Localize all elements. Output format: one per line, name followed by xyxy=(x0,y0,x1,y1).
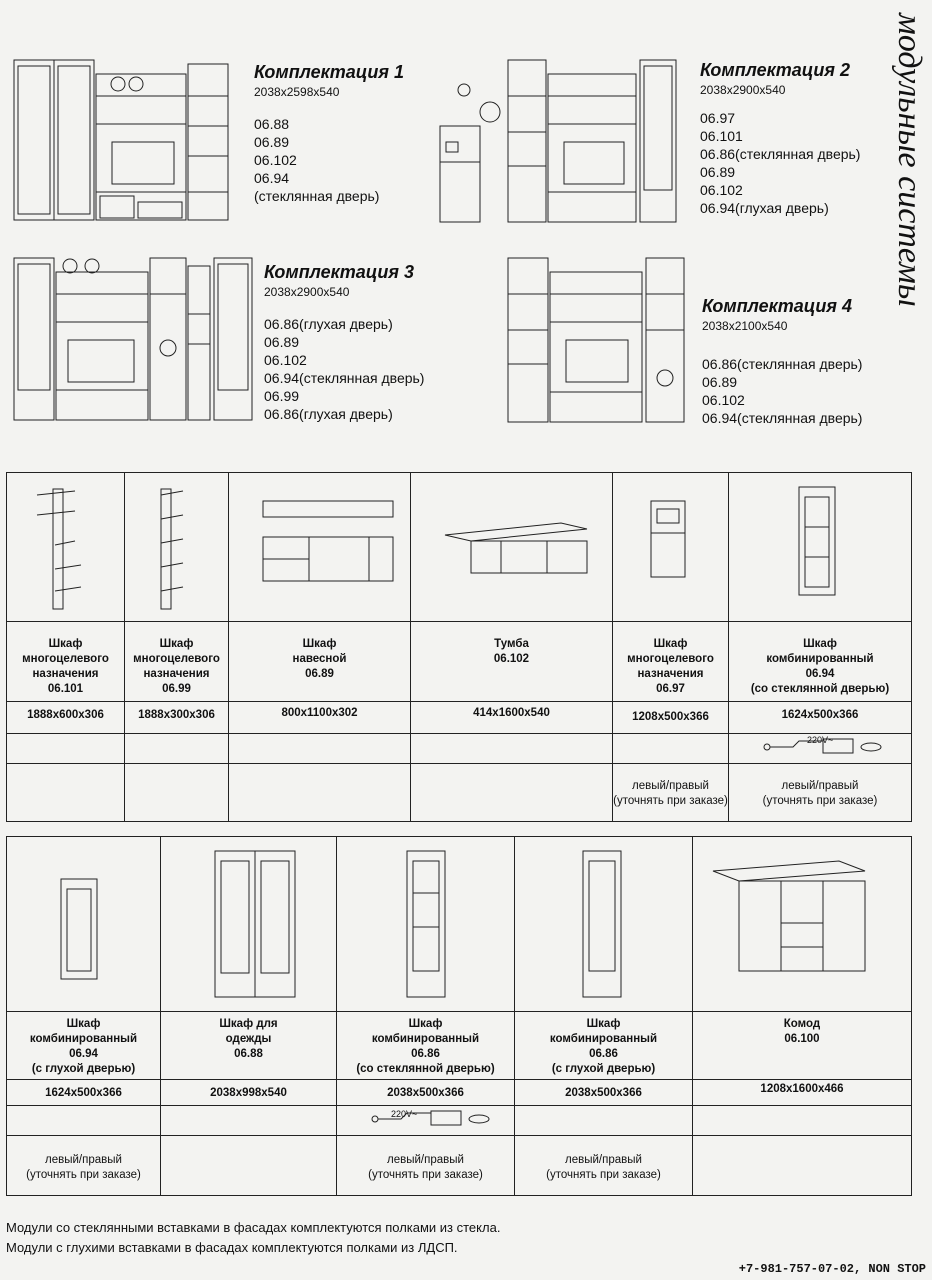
module-name: многоцелевого xyxy=(133,653,220,665)
module-name: Шкаф xyxy=(159,638,194,650)
set-item: 06.102 xyxy=(700,182,743,198)
set-item: 06.102 xyxy=(264,352,307,368)
module-note: (уточнять при заказе) xyxy=(762,795,878,807)
module-code: 06.99 xyxy=(162,683,191,695)
set-3-illustration xyxy=(14,254,254,424)
set-item: 06.94(стеклянная дверь) xyxy=(264,370,425,386)
module-drawing xyxy=(709,857,869,977)
module-06-99 xyxy=(125,473,229,821)
module-code: 06.101 xyxy=(47,683,84,695)
set-item: 06.94(стеклянная дверь) xyxy=(702,410,863,426)
voltage-label: 220V~ xyxy=(807,735,834,745)
module-note: (уточнять при заказе) xyxy=(613,795,728,807)
set-dims: 2038x2900x540 xyxy=(264,285,350,299)
module-dims: 1888x300x306 xyxy=(138,709,215,721)
module-name: навесной xyxy=(292,653,347,665)
set-title: Комплектация 4 xyxy=(702,296,853,316)
set-2-illustration xyxy=(440,56,680,226)
module-drawing xyxy=(795,483,845,599)
set-4 xyxy=(702,296,862,427)
module-06-102 xyxy=(411,473,613,821)
module-note: (уточнять при заказе) xyxy=(546,1169,661,1181)
set-item: 06.86(глухая дверь) xyxy=(264,406,393,422)
module-name: Шкаф xyxy=(408,1018,443,1030)
module-drawing xyxy=(153,485,203,615)
set-item: 06.86(глухая дверь) xyxy=(264,316,393,332)
module-name: (со стеклянной дверью) xyxy=(356,1063,495,1075)
module-name: назначения xyxy=(143,668,210,680)
module-code: 06.97 xyxy=(656,683,685,695)
module-06-100 xyxy=(693,837,911,1195)
module-name: многоцелевого xyxy=(627,653,714,665)
module-dims: 800x1100x302 xyxy=(281,707,358,719)
module-name: Комод xyxy=(783,1018,821,1030)
module-name: комбинированный xyxy=(549,1033,658,1045)
set-2 xyxy=(700,60,860,217)
set-dims: 2038x2598x540 xyxy=(254,85,340,99)
set-title: Комплектация 1 xyxy=(254,62,405,82)
module-name: назначения xyxy=(637,668,704,680)
set-dims: 2038x2100x540 xyxy=(702,319,788,333)
module-06-86-solid xyxy=(515,837,693,1195)
module-06-89 xyxy=(229,473,411,821)
module-06-101 xyxy=(7,473,125,821)
set-item: 06.99 xyxy=(264,388,300,404)
module-06-94-glass xyxy=(729,473,911,821)
module-drawing xyxy=(441,519,591,579)
module-dims: 2038x500x366 xyxy=(387,1087,464,1099)
module-code: 06.89 xyxy=(305,668,334,680)
lighting-kit-icon xyxy=(371,1107,491,1131)
module-name: Шкаф xyxy=(302,638,337,650)
module-code: 06.94 xyxy=(69,1048,98,1060)
set-item: 06.94(глухая дверь) xyxy=(700,200,829,216)
module-06-97 xyxy=(613,473,729,821)
module-drawing xyxy=(57,875,107,985)
set-1 xyxy=(254,62,404,205)
modules-table-2 xyxy=(6,836,912,1196)
set-item: 06.101 xyxy=(700,128,743,144)
set-item: 06.86(стеклянная дверь) xyxy=(702,356,863,372)
module-name: одежды xyxy=(225,1033,272,1045)
module-note: левый/правый xyxy=(565,1154,642,1166)
module-name: Шкаф xyxy=(48,638,83,650)
footer-note: Модули со стеклянными вставками в фасадах комплектуются полками из стекла. xyxy=(6,1220,501,1235)
module-dims: 2038x998x540 xyxy=(210,1087,287,1099)
set-title: Комплектация 3 xyxy=(264,262,415,282)
module-code: 06.94 xyxy=(805,668,835,680)
module-drawing xyxy=(259,497,399,587)
modules-table-1 xyxy=(6,472,912,822)
module-name: назначения xyxy=(32,668,99,680)
module-name: комбинированный xyxy=(766,653,874,665)
module-note: (уточнять при заказе) xyxy=(368,1169,483,1181)
set-dims: 2038x2900x540 xyxy=(700,83,786,97)
module-name: (со стеклянной дверью) xyxy=(750,683,890,695)
set-item: (стеклянная дверь) xyxy=(254,188,380,204)
module-note: левый/правый xyxy=(387,1154,464,1166)
module-dims: 1624x500x366 xyxy=(45,1087,122,1099)
module-dims: 2038x500x366 xyxy=(565,1087,642,1099)
module-name: (с глухой дверью) xyxy=(551,1063,656,1075)
set-item: 06.89 xyxy=(264,334,300,350)
set-item: 06.89 xyxy=(702,374,738,390)
module-drawing xyxy=(403,847,453,1001)
set-item: 06.97 xyxy=(700,110,736,126)
module-dims: 1624x500x366 xyxy=(781,709,859,721)
set-item: 06.89 xyxy=(254,134,290,150)
set-item: 06.94 xyxy=(254,170,290,186)
set-item: 06.88 xyxy=(254,116,290,132)
set-3 xyxy=(264,262,424,423)
module-note: левый/правый xyxy=(45,1154,122,1166)
module-code: 06.86 xyxy=(589,1048,618,1060)
set-1-illustration xyxy=(14,56,232,224)
set-item: 06.102 xyxy=(254,152,297,168)
module-name: комбинированный xyxy=(29,1033,138,1045)
module-drawing xyxy=(33,485,93,615)
module-06-94-solid xyxy=(7,837,161,1195)
module-name: Шкаф xyxy=(653,638,688,650)
module-drawing xyxy=(647,497,697,583)
module-code: 06.100 xyxy=(784,1033,820,1045)
set-4-illustration xyxy=(508,254,688,426)
module-code: 06.86 xyxy=(411,1048,440,1060)
module-code: 06.88 xyxy=(234,1048,263,1060)
module-name: (с глухой дверью) xyxy=(31,1063,136,1075)
module-06-86-glass xyxy=(337,837,515,1195)
module-code: 06.102 xyxy=(493,653,530,665)
module-drawing xyxy=(211,847,301,1001)
module-drawing xyxy=(579,847,629,1001)
phone-number: +7-981-757-07-02, NON STOP xyxy=(738,1262,926,1276)
section-title: модульные системы xyxy=(891,13,928,307)
set-item: 06.102 xyxy=(702,392,745,408)
module-name: Шкаф xyxy=(586,1018,621,1030)
module-name: Тумба xyxy=(494,638,529,650)
module-06-88 xyxy=(161,837,337,1195)
module-note: (уточнять при заказе) xyxy=(26,1169,141,1181)
voltage-label: 220V~ xyxy=(391,1109,418,1119)
module-note: левый/правый xyxy=(781,780,859,792)
module-dims: 414x1600x540 xyxy=(473,707,550,719)
module-note: левый/правый xyxy=(632,780,709,792)
set-title: Комплектация 2 xyxy=(700,60,851,80)
module-name: многоцелевого xyxy=(22,653,109,665)
module-name: Шкаф xyxy=(66,1018,101,1030)
module-name: Шкаф для xyxy=(219,1018,278,1030)
footer-note: Модули с глухими вставками в фасадах комплектуются полками из ЛДСП. xyxy=(6,1240,458,1255)
set-item: 06.86(стеклянная дверь) xyxy=(700,146,861,162)
module-name: Шкаф xyxy=(803,638,837,650)
module-dims: 1888x600x306 xyxy=(27,709,104,721)
module-dims: 1208x1600x466 xyxy=(760,1083,844,1095)
module-dims: 1208x500x366 xyxy=(632,711,709,723)
module-name: комбинированный xyxy=(371,1033,480,1045)
set-item: 06.89 xyxy=(700,164,736,180)
